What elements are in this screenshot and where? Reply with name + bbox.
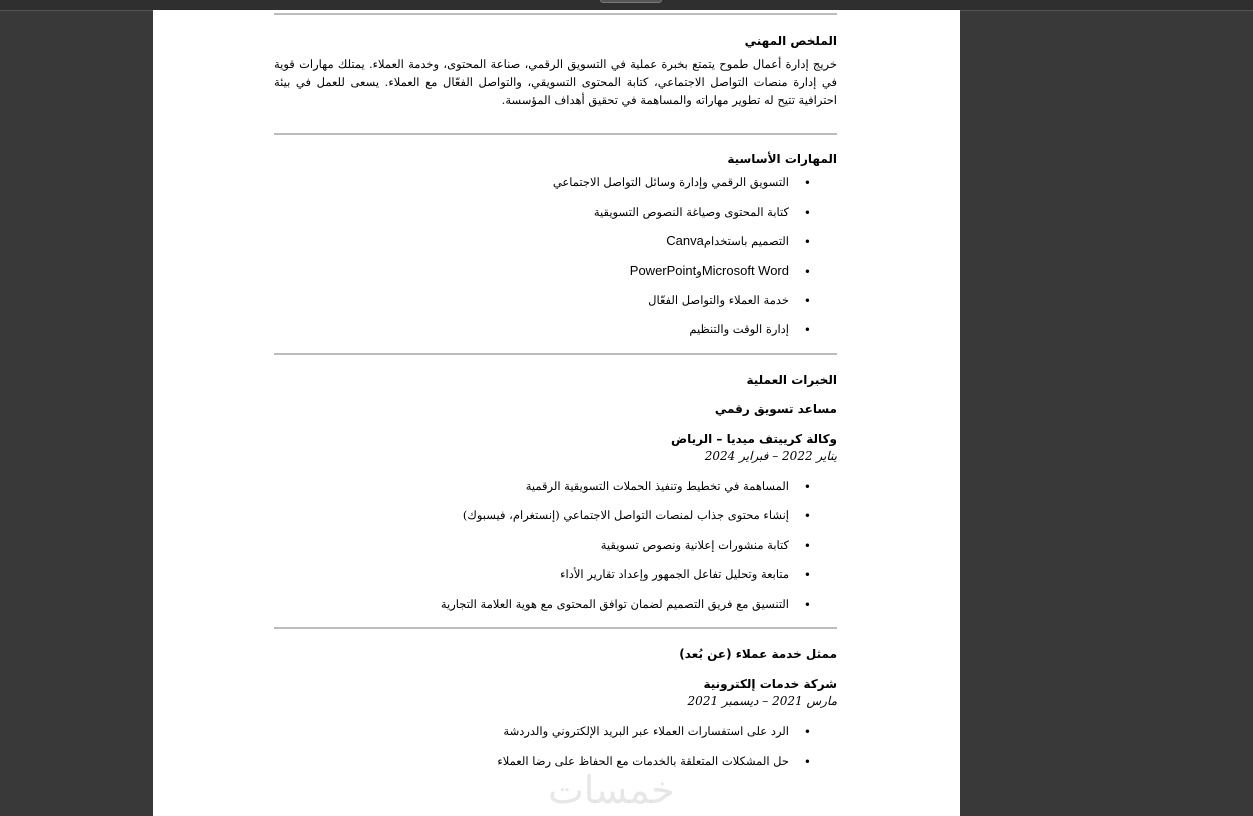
list-item: • إدارة الوقت والتنظيم <box>274 320 837 350</box>
list-item: • متابعة وتحليل تفاعل الجمهور وإعداد تقارير الأداء <box>274 565 837 595</box>
list-item <box>274 262 837 291</box>
list-item: • التنسيق مع فريق التصميم لضمان توافق المحتوى مع هوية العلامة التجارية <box>274 595 837 625</box>
job-dates: مارس 2021 – ديسمبر 2021 <box>687 694 837 708</box>
list-item: • التسويق الرقمي وإدارة وسائل التواصل الاجتماعي <box>274 173 837 203</box>
powerpoint-text: PowerPoint <box>629 262 697 278</box>
list-item: • إنشاء محتوى جذاب لمنصات التواصل الاجتماعي (إنستغرام، فيسبوك) <box>274 506 837 536</box>
resume-content <box>274 10 837 781</box>
experience-heading: الخبرات العملية <box>746 372 837 387</box>
skills-list <box>274 173 837 350</box>
job-company: وكالة كرييتف ميديا – الرياض <box>671 431 837 446</box>
list-item: • خدمة العملاء والتواصل الفعّال <box>274 291 837 321</box>
list-item: • المساهمة في تخطيط وتنفيذ الحملات التسويقية الرقمية <box>274 477 837 507</box>
list-item: • كتابة المحتوى وصياغة النصوص التسويقية <box>274 203 837 233</box>
job-title: مساعد تسويق رقمي <box>714 401 837 416</box>
job-company: شركة خدمات إلكترونية <box>703 677 837 691</box>
canva-text: Canva <box>666 233 704 248</box>
page-tab-handle[interactable] <box>600 0 662 3</box>
list-item: • الرد على استفسارات العملاء عبر البريد الإلكتروني والدردشة <box>274 722 837 752</box>
job-entry <box>274 401 837 625</box>
list-item <box>274 232 837 262</box>
skill-text: التصميم باستخدام <box>703 234 789 248</box>
job-duties <box>274 722 837 781</box>
and-text: و <box>696 263 702 278</box>
list-item: • كتابة منشورات إعلانية ونصوص تسويقية <box>274 536 837 566</box>
job-entry <box>274 646 837 781</box>
skills-heading: المهارات الأساسية <box>727 152 837 166</box>
summary-text: خريج إدارة أعمال طموح يتمتع بخبرة عملية في التسويق الرقمي، صناعة المحتوى، وخدمة العملاء. يمتلك مهارات قوية في إدارة منصات التواصل الاجتماعي، كتابة المحتوى التسويقي، والتواصل الفعّال مع العملاء. يسعى للعمل في بيئة احترافية تتيح له تطوير مهاراته والمساهمة في تحقيق أهداف المؤسسة. <box>274 57 837 107</box>
document-page <box>153 10 960 816</box>
job-title: ممثل خدمة عملاء (عن بُعد) <box>679 647 837 661</box>
list-item: • حل المشكلات المتعلقة بالخدمات مع الحفاظ على رضا العملاء <box>274 752 837 782</box>
job-dates: يناير 2022 – فبراير 2024 <box>704 448 837 463</box>
watermark-logo: خمسات <box>548 768 675 812</box>
job-duties <box>274 477 837 625</box>
summary-heading: الملخص المهني <box>744 34 837 48</box>
word-text: Microsoft Word <box>701 262 789 278</box>
